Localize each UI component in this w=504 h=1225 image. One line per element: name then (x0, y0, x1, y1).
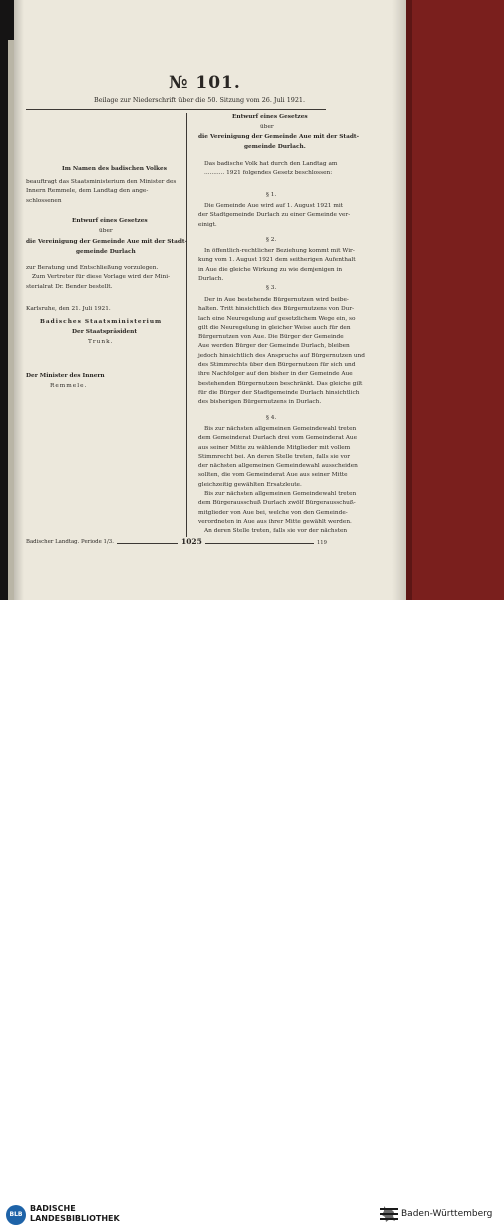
section-2-line: kung vom 1. August 1921 dem seitherigen Aufenthalt (198, 257, 356, 264)
section-3-line: jedoch hinsichtlich des Anspruchs auf Bürgernutzen und (198, 352, 365, 359)
left-intro-line: Innern Remmele, dem Landtag den ange- (26, 188, 149, 195)
right-entwurf: Entwurf eines Gesetzes (232, 114, 308, 120)
section-4-line: mitglieder von Aue bei, welche von den Gemeinde- (198, 509, 348, 516)
intro-line: ........... 1921 folgendes Gesetz beschlossen: (204, 170, 333, 177)
column-divider (186, 113, 187, 543)
section-1-line: Die Gemeinde Aue wird auf 1. August 1921 mit (204, 203, 344, 209)
left-closing-line: zur Beratung und Entschließung vorzulegen. (26, 265, 159, 271)
president-name: Trunk. (88, 339, 114, 345)
blb-name (30, 1204, 120, 1224)
document-number: № 101. (169, 73, 241, 93)
section-4-line: Bis zur nächsten allgemeinen Gemeindewahl treten (204, 426, 357, 432)
document-subtitle: Beilage zur Niederschrift über die 50. Sitzung vom 26. Juli 1921. (94, 96, 305, 104)
left-intro-line: schlossenen (26, 197, 62, 204)
section-2-line: Durlach. (198, 275, 224, 282)
blb-name-line-1: BADISCHE (30, 1204, 76, 1213)
page-footer-right: 119 (314, 540, 327, 546)
section-4-line: Bis zur nächsten allgemeinen Gemeindewahl treten (204, 491, 357, 498)
section-1-line: einigt. (198, 221, 217, 228)
left-intro (26, 178, 176, 206)
left-title-line-2: gemeinde Durlach (76, 249, 136, 255)
section-3-line: Der in Aue bestehende Bürgernutzen wird beibe- (204, 297, 349, 303)
president-title: Der Staatspräsident (72, 329, 138, 335)
section-1-heading: § 1. (266, 192, 277, 198)
section-3-line: Bürgernutzen von Aue. Die Bürger der Gemeinde (198, 334, 344, 341)
section-4-line: An deren Stelle treten, falls sie vor der nächsten (204, 528, 348, 535)
section-2-line: in Aue die gleiche Wirkung zu wie demjenigen in (198, 266, 343, 273)
attribution-bar (0, 600, 504, 1223)
right-title-line-1: die Vereinigung der Gemeinde Aue mit der Stadt- (198, 134, 360, 140)
section-4-line: der nächsten allgemeinen Gemeindewahl ausscheiden (198, 463, 358, 470)
intro-paragraph (204, 160, 337, 179)
right-ueber: über (260, 124, 274, 130)
section-3-line: für die Bürger der Stadtgemeinde Durlach hinsichtlich (198, 389, 360, 396)
section-4-line: gleichzeitig gewählten Ersatzleute. (198, 481, 302, 488)
intro-line: Das badische Volk hat durch den Landtag am (204, 161, 338, 167)
section-1-text (198, 202, 350, 230)
section-3-line: ihre Nachfolger auf den bisher in der Gemeinde Aue (198, 371, 353, 378)
left-heading: Im Namen des badischen Volkes (62, 166, 167, 172)
left-title-line-1: die Vereinigung der Gemeinde Aue mit der Stadt- (26, 239, 188, 245)
section-3-text (198, 296, 365, 408)
section-2-text (198, 247, 356, 284)
section-3-line: lach eine Neuregelung auf gesetzlichem Wege ein, so (198, 315, 356, 322)
section-2-heading: § 2. (266, 237, 277, 243)
right-title-line-2: gemeinde Durlach. (244, 144, 306, 150)
section-3-line: gilt die Neuregelung in gleicher Weise auch für den (198, 324, 351, 331)
document-page (14, 0, 406, 600)
left-closing (26, 264, 170, 292)
book-cover (402, 0, 504, 600)
section-2-line: In öffentlich-rechtlicher Beziehung kommt mit Wir- (204, 248, 355, 254)
section-4-line: aus seiner Mitte zu wählende Mitglieder mit vollem (198, 444, 351, 451)
header-rule (26, 109, 326, 110)
left-entwurf: Entwurf eines Gesetzes (72, 218, 148, 224)
minister-title: Der Minister des Innern (26, 373, 105, 379)
section-3-line: Aue werden Bürger der Gemeinde Durlach, bleiben (198, 343, 350, 350)
left-intro-line: beauftragt das Staatsministerium den Minister des (26, 179, 177, 185)
section-3-line: des bisherigen Bürgernutzens in Durlach. (198, 399, 322, 406)
ministry-name: Badisches Staatsministerium (40, 319, 163, 325)
section-4-line: verordneten in Aue aus ihrer Mitte gewählt werden. (198, 518, 352, 525)
blb-logo-icon: BLB (6, 1205, 26, 1225)
section-4-line: dem Bürgerausschuß Durlach zwölf Bürgerausschuß- (198, 500, 356, 507)
section-1-line: der Stadtgemeinde Durlach zu einer Gemeinde ver- (198, 212, 351, 219)
baden-wuerttemberg-lion-icon (380, 1206, 398, 1223)
section-3-line: bestehenden Bürgernutzen beschränkt. Das gleiche gilt (198, 380, 363, 387)
section-4-text (198, 425, 358, 537)
left-ueber: über (99, 228, 113, 234)
section-4-line: Stimmrecht bei. An deren Stelle treten, falls sie vor (198, 453, 351, 460)
section-4-line: dem Gemeinderat Durlach drei vom Gemeinderat Aue (198, 435, 358, 442)
section-4-heading: § 4. (266, 415, 277, 421)
bw-name: Baden-Württemberg (401, 1209, 493, 1219)
page-footer-left: Badischer Landtag. Periode 1/3. (26, 539, 117, 545)
place-date: Karlsruhe, den 21. Juli 1921. (26, 306, 111, 312)
section-3-heading: § 3. (266, 285, 277, 291)
minister-name: Remmele. (50, 383, 88, 389)
page-footer-number: 1025 (178, 537, 205, 546)
blb-name-line-2: LANDESBIBLIOTHEK (30, 1214, 120, 1223)
scan-image (0, 0, 504, 600)
section-3-line: halten. Tritt hinsichtlich des Bürgernutzens von Dur- (198, 306, 355, 313)
left-closing-line: sterialrat Dr. Bender bestellt. (26, 283, 113, 290)
section-3-line: des Stimmrechts über den Bürgernutzen für sich und (198, 362, 356, 369)
section-4-line: sollten, die vom Gemeinderat Aue aus seiner Mitte (198, 472, 348, 479)
left-closing-line: Zum Vertreter für diese Vorlage wird der Mini- (32, 274, 171, 281)
